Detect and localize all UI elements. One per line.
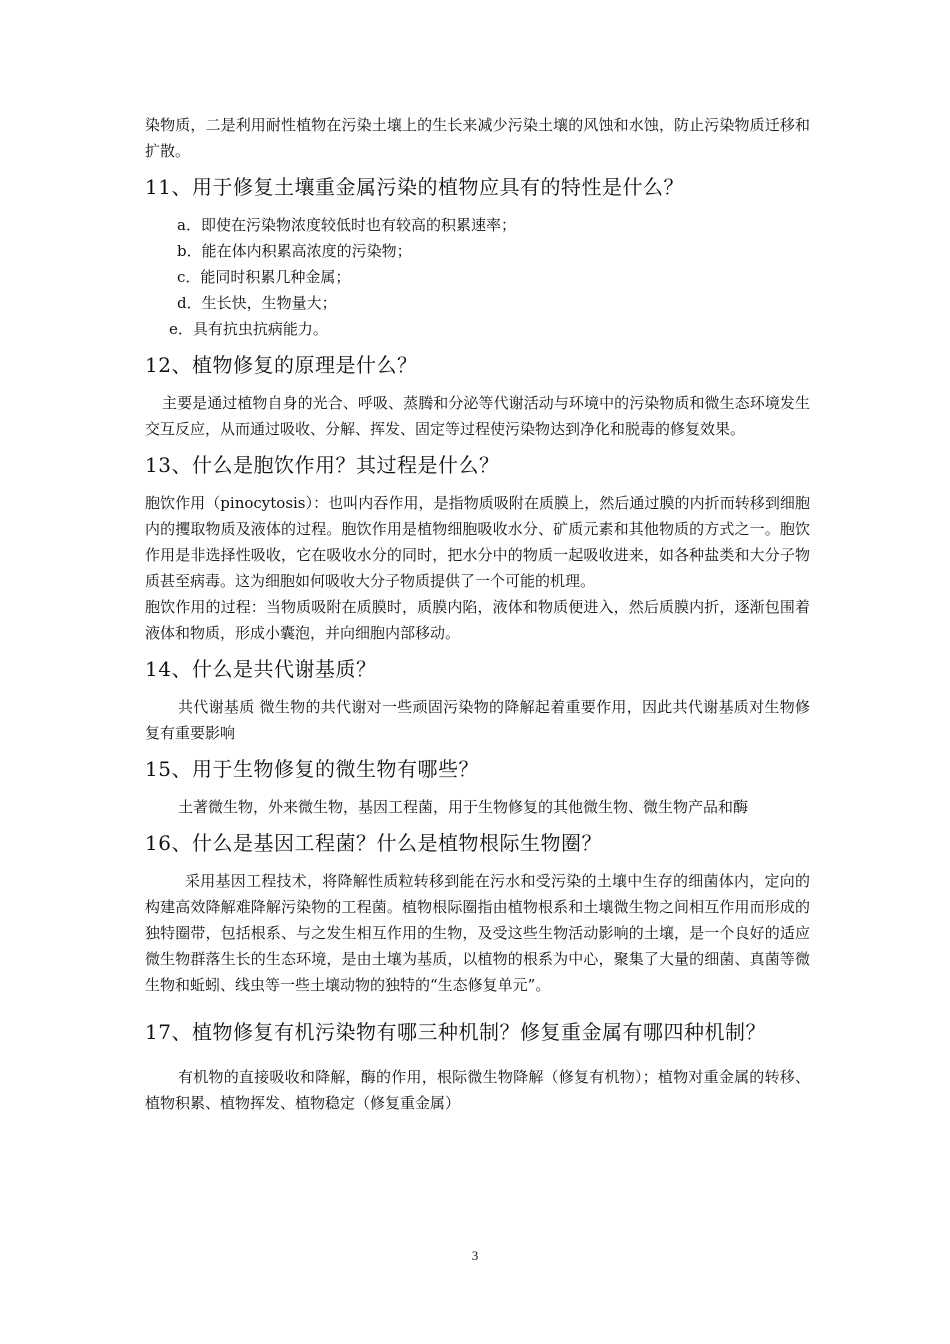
list-item: a．即使在污染物浓度较低时也有较高的积累速率； (177, 216, 516, 234)
question-11-list (145, 212, 810, 342)
question-13-heading: 13、什么是胞饮作用？其过程是什么？ (145, 453, 500, 477)
question-12-heading: 12、植物修复的原理是什么？ (145, 353, 418, 377)
question-14-answer: 共代谢基质 微生物的共代谢对一些顽固污染物的降解起着重要作用，因此共代谢基质对生物修复有重要影响 (145, 698, 810, 742)
intro-paragraph: 染物质，二是利用耐性植物在污染土壤上的生长来减少污染土壤的风蚀和水蚀，防止污染物质迁移和扩散。 (145, 116, 810, 160)
question-14-heading: 14、什么是共代谢基质？ (145, 657, 377, 681)
question-15-heading: 15、用于生物修复的微生物有哪些？ (145, 757, 479, 781)
question-17-heading: 17、植物修复有机污染物有哪三种机制？修复重金属有哪四种机制？ (145, 1020, 766, 1044)
question-16-answer: 采用基因工程技术，将降解性质粒转移到能在污水和受污染的土壤中生存的细菌体内，定向的构建高效降解难降解污染物的工程菌。植物根际圈指由植物根系和土壤微生物之间相互作用而形成的独特圈带，包括根系、与之发生相互作用的生物，及受这些生物活动影响的土壤，是一个良好的适应微生物群落生长的生态环境，是由土壤为基质，以植物的根系为中心，聚集了大量的细菌、真菌等微生物和蚯蚓、线虫等一些土壤动物的独特的“生态修复单元”。 (145, 872, 810, 994)
page-number: 3 (471, 1248, 479, 1263)
question-15-answer: 土著微生物，外来微生物，基因工程菌，用于生物修复的其他微生物、微生物产品和酶 (178, 798, 749, 816)
question-11-heading: 11、用于修复土壤重金属污染的植物应具有的特性是什么？ (145, 175, 684, 199)
question-13-answer-definition: 胞饮作用（pinocytosis）：也叫内吞作用，是指物质吸附在质膜上，然后通过膜的内折而转移到细胞内的攫取物质及液体的过程。胞饮作用是植物细胞吸收水分、矿质元素和其他物质的方式之一。胞饮作用是非选择性吸收，它在吸收水分的同时，把水分中的物质一起吸收进来，如各种盐类和大分子物质甚至病毒。这为细胞如何吸收大分子物质提供了一个可能的机理。 (145, 494, 810, 590)
question-17-answer: 有机物的直接吸收和降解，酶的作用，根际微生物降解（修复有机物）；植物对重金属的转移、植物积累、植物挥发、植物稳定（修复重金属） (145, 1068, 810, 1112)
document-page (145, 112, 810, 1116)
list-item: b．能在体内积累高浓度的污染物； (177, 242, 412, 260)
question-16-heading: 16、什么是基因工程菌？什么是植物根际生物圈？ (145, 831, 602, 855)
list-item: e．具有抗虫抗病能力。 (169, 320, 328, 338)
question-12-answer: 主要是通过植物自身的光合、呼吸、蒸腾和分泌等代谢活动与环境中的污染物质和微生态环境发生交互反应，从而通过吸收、分解、挥发、固定等过程使污染物达到净化和脱毒的修复效果。 (145, 394, 810, 438)
question-13-answer-process: 胞饮作用的过程：当物质吸附在质膜时，质膜内陷，液体和物质便进入，然后质膜内折，逐渐包围着液体和物质，形成小囊泡，并向细胞内部移动。 (145, 598, 810, 642)
list-item: d．生长快，生物量大； (177, 294, 337, 312)
list-item: c．能同时积累几种金属； (177, 268, 351, 286)
